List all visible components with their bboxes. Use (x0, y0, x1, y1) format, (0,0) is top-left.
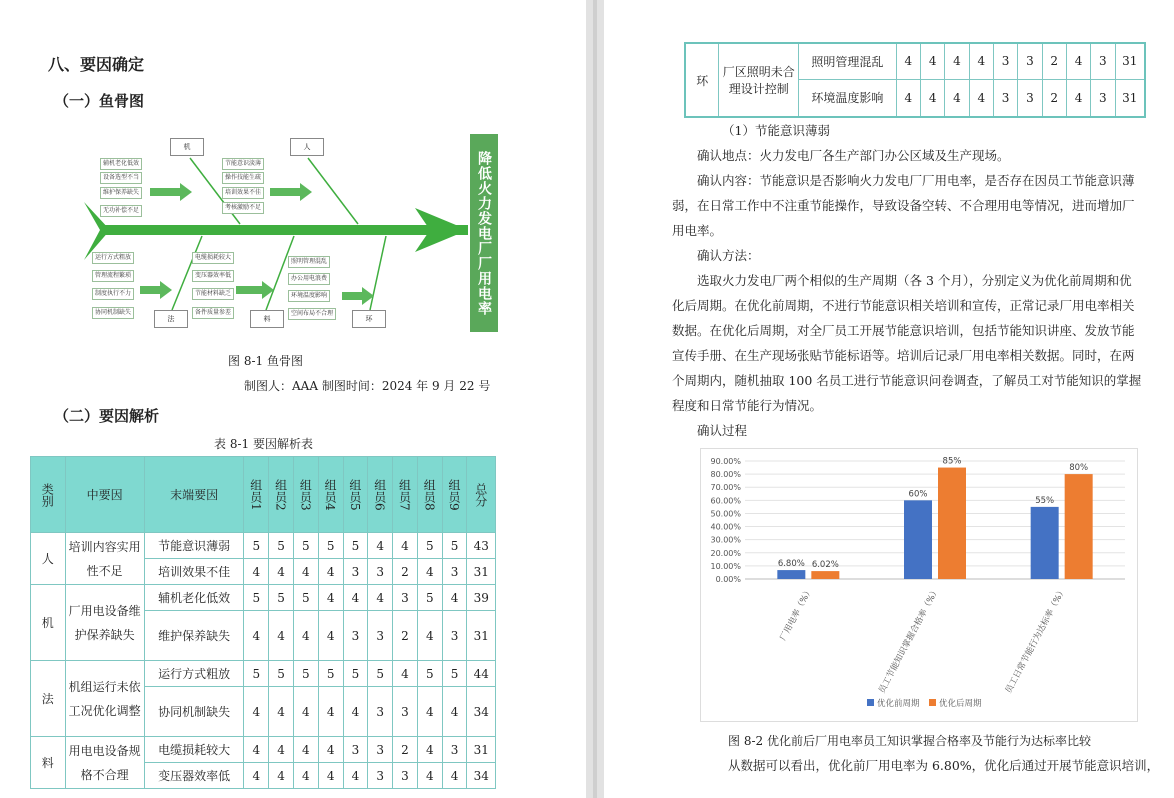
cell-score: 4 (417, 687, 442, 737)
cell-total: 43 (467, 533, 496, 559)
cell-score: 4 (318, 559, 343, 585)
legend-label: 优化前周期 (877, 699, 920, 709)
cell-score: 2 (393, 737, 418, 763)
cell-score: 4 (244, 737, 269, 763)
cell-score: 4 (293, 737, 318, 763)
table-row (31, 533, 496, 559)
cell-score: 4 (269, 763, 294, 789)
cell-end-cause: 环境温度影响 (799, 79, 897, 117)
cell-score: 3 (442, 737, 467, 763)
cell-score: 5 (368, 661, 393, 687)
y-tick-label: 90.00% (710, 457, 741, 466)
figure-caption: 图 8-1 鱼骨图 (228, 354, 303, 368)
header-member: 组员3 (293, 457, 318, 533)
cell-end-cause: 辅机老化低效 (144, 585, 244, 611)
cell-score: 4 (318, 611, 343, 661)
body-text (672, 118, 1144, 443)
cell-score: 5 (318, 661, 343, 687)
figure-caption-2: 图 8-2 优化前后厂用电率员工知识掌握合格率及节能行为达标率比较 (728, 734, 1091, 748)
legend-label: 优化后周期 (939, 699, 982, 709)
table-row (685, 43, 1145, 79)
cell-score: 4 (318, 763, 343, 789)
data-label: 85% (942, 456, 962, 467)
chart-svg (701, 449, 1137, 721)
header-member: 组员6 (368, 457, 393, 533)
cell-total: 31 (467, 559, 496, 585)
bar-before (904, 500, 932, 579)
cell-total: 31 (1115, 79, 1145, 117)
y-tick-label: 40.00% (710, 522, 741, 532)
cell-score: 2 (1042, 79, 1066, 117)
cell-mid-cause: 机组运行未依工况优化调整 (65, 661, 144, 737)
cell-score: 4 (293, 687, 318, 737)
cell-score: 4 (293, 559, 318, 585)
fishbone-lines (80, 132, 500, 332)
fishbone-cause: 节能材料缺乏 (192, 288, 234, 300)
data-label: 80% (1069, 463, 1089, 474)
header-end-cause: 末端要因 (144, 457, 244, 533)
paragraph-content: 确认内容：节能意识是否影响火力发电厂厂用电率，是否存在因员工节能意识薄弱，在日常工作中不注重节能操作，导致设备空转、不合理用电等情况，进而增加厂用电率。 (672, 173, 1135, 238)
table-row (31, 661, 496, 687)
cell-score: 5 (343, 533, 368, 559)
cell-score: 5 (244, 661, 269, 687)
header-member: 组员5 (343, 457, 368, 533)
header-category: 类别 (31, 457, 66, 533)
data-label: 55% (1035, 495, 1055, 506)
cell-score: 3 (1091, 43, 1115, 79)
cell-category: 环 (685, 43, 719, 117)
header-member: 组员7 (393, 457, 418, 533)
cell-score: 4 (244, 687, 269, 737)
fishbone-cause: 节能意识淡薄 (222, 158, 264, 170)
fishbone-cause: 协同机制缺失 (92, 307, 134, 319)
cell-category: 料 (31, 737, 66, 789)
cell-score: 4 (269, 687, 294, 737)
cell-score: 3 (993, 43, 1017, 79)
paragraph-method-title: 确认方法： (697, 248, 760, 263)
table-row (31, 585, 496, 611)
cell-score: 3 (442, 611, 467, 661)
fishbone-cause: 考核激励不足 (222, 202, 264, 214)
cell-category: 人 (31, 533, 66, 585)
header-member: 组员8 (417, 457, 442, 533)
fishbone-cause: 无功补偿不足 (100, 205, 142, 217)
scrollbar-track[interactable] (593, 0, 597, 798)
cell-score: 4 (269, 611, 294, 661)
cell-score: 4 (896, 43, 920, 79)
cell-score: 2 (393, 559, 418, 585)
cell-total: 31 (467, 611, 496, 661)
header-total: 总分 (467, 457, 496, 533)
y-tick-label: 70.00% (710, 483, 741, 493)
factor-analysis-table (30, 456, 496, 789)
cell-score: 3 (993, 79, 1017, 117)
cell-score: 4 (318, 585, 343, 611)
header-member: 组员9 (442, 457, 467, 533)
cell-score: 4 (269, 559, 294, 585)
cell-score: 5 (269, 585, 294, 611)
bar-after (811, 571, 839, 579)
paragraph-method: 选取火力发电厂两个相似的生产周期（各 3 个月），分别定义为优化前周期和优化后周期。在优化前周期，不进行节能意识相关培训和宣传，正常记录厂用电率相关数据。在优化后周期，对全厂员工开展节能意识培训，包括节能知识讲座、发放节能宣传手册、在生产现场张贴节能标语等。培训后记录厂用电率相关数据。同时，在两个周期内，随机抽取 100 名员工进行节能意识问卷调查，了解员工对节能知识的掌握程度和日常节能行为情况。 (672, 273, 1142, 413)
cell-mid-cause: 厂区照明未合理设计控制 (719, 43, 799, 117)
cell-end-cause: 维护保养缺失 (144, 611, 244, 661)
cell-score: 5 (417, 661, 442, 687)
cell-total: 34 (467, 687, 496, 737)
cell-score: 3 (1018, 79, 1042, 117)
cell-score: 4 (969, 79, 993, 117)
cell-score: 5 (269, 661, 294, 687)
x-tick-label: 员工节能知识掌握合格率（%） (877, 585, 942, 696)
cell-score: 3 (343, 737, 368, 763)
cell-score: 4 (343, 763, 368, 789)
cell-score: 4 (969, 43, 993, 79)
cell-score: 4 (368, 585, 393, 611)
cell-mid-cause: 用电电设备规格不合理 (65, 737, 144, 789)
legend-swatch (867, 699, 874, 706)
cell-score: 4 (945, 43, 969, 79)
x-tick-label: 员工日常节能行为达标率（%） (1003, 585, 1069, 696)
fishbone-cause: 运行方式粗放 (92, 252, 134, 264)
cell-score: 4 (945, 79, 969, 117)
fishbone-cause: 环境温度影响 (288, 290, 330, 302)
cell-score: 4 (368, 533, 393, 559)
fishbone-cause: 备件质量参差 (192, 307, 234, 319)
data-label: 6.80% (777, 559, 805, 570)
cell-score: 4 (442, 687, 467, 737)
cell-mid-cause: 培训内容实用性不足 (65, 533, 144, 585)
cell-score: 3 (368, 559, 393, 585)
legend-swatch (929, 699, 936, 706)
cell-end-cause: 节能意识薄弱 (144, 533, 244, 559)
cell-score: 5 (343, 661, 368, 687)
cell-score: 4 (921, 79, 945, 117)
cell-score: 5 (318, 533, 343, 559)
table-caption: 表 8-1 要因解析表 (214, 437, 313, 451)
cell-score: 4 (417, 737, 442, 763)
y-tick-label: 60.00% (710, 496, 741, 506)
data-label: 60% (908, 489, 928, 500)
cell-score: 4 (1066, 43, 1090, 79)
fishbone-cause: 辅机老化低效 (100, 158, 142, 170)
fishbone-diagram (80, 132, 500, 332)
fishbone-cause: 照明管理混乱 (288, 256, 330, 268)
cell-score: 3 (343, 559, 368, 585)
fishbone-cause: 电缆损耗较大 (192, 252, 234, 264)
bar-after (1065, 474, 1093, 579)
cell-total: 39 (467, 585, 496, 611)
cell-score: 5 (293, 661, 318, 687)
cell-score: 2 (393, 611, 418, 661)
fishbone-cause: 空间布局不合理 (288, 308, 336, 320)
subsection-analysis: （二）要因解析 (54, 407, 160, 425)
cell-score: 4 (417, 611, 442, 661)
fishbone-category-people: 人 (290, 138, 324, 156)
section-title: 八、要因确定 (48, 55, 145, 74)
cell-total: 44 (467, 661, 496, 687)
cell-score: 3 (442, 559, 467, 585)
table-row (31, 737, 496, 763)
header-member: 组员4 (318, 457, 343, 533)
header-member: 组员1 (244, 457, 269, 533)
cell-score: 5 (442, 661, 467, 687)
bar-chart (700, 448, 1138, 722)
cell-score: 3 (343, 611, 368, 661)
cell-score: 4 (318, 737, 343, 763)
cell-end-cause: 协同机制缺失 (144, 687, 244, 737)
cell-score: 3 (368, 687, 393, 737)
fishbone-category-material: 料 (250, 310, 284, 328)
y-tick-label: 10.00% (710, 561, 741, 571)
cell-score: 4 (921, 43, 945, 79)
cell-end-cause: 电缆损耗较大 (144, 737, 244, 763)
y-tick-label: 80.00% (710, 470, 741, 480)
cell-score: 5 (293, 533, 318, 559)
cell-score: 5 (244, 533, 269, 559)
cell-score: 3 (368, 611, 393, 661)
cell-score: 5 (244, 585, 269, 611)
cell-score: 4 (343, 687, 368, 737)
y-tick-label: 20.00% (710, 548, 741, 558)
fishbone-cause: 培训效果不佳 (222, 187, 264, 199)
cell-score: 5 (417, 533, 442, 559)
cell-score: 3 (393, 687, 418, 737)
paragraph-location: 确认地点：火力发电厂各生产部门办公区域及生产现场。 (697, 148, 1010, 163)
cell-score: 4 (442, 585, 467, 611)
header-member: 组员2 (269, 457, 294, 533)
y-tick-label: 30.00% (710, 535, 741, 545)
cell-score: 4 (393, 661, 418, 687)
cell-score: 4 (896, 79, 920, 117)
cell-score: 3 (393, 763, 418, 789)
table-header-row (31, 457, 496, 533)
cell-score: 4 (393, 533, 418, 559)
cell-total: 34 (467, 763, 496, 789)
bar-before (1031, 507, 1059, 579)
cell-score: 5 (442, 533, 467, 559)
cell-score: 4 (244, 611, 269, 661)
cell-score: 3 (368, 737, 393, 763)
y-tick-label: 50.00% (710, 509, 741, 519)
y-tick-label: 0.00% (715, 575, 741, 584)
fishbone-cause: 操作技能生疏 (222, 172, 264, 184)
fishbone-category-method: 法 (154, 310, 188, 328)
fishbone-cause: 制度执行不力 (92, 288, 134, 300)
bar-after (938, 468, 966, 579)
cell-score: 4 (293, 763, 318, 789)
cell-score: 3 (1018, 43, 1042, 79)
cell-score: 3 (368, 763, 393, 789)
cell-total: 31 (1115, 43, 1145, 79)
cell-score: 3 (393, 585, 418, 611)
cell-total: 31 (467, 737, 496, 763)
figure-maker: 制图人：AAA 制图时间：2024 年 9 月 22 号 (244, 379, 491, 393)
paragraph-process: 确认过程 (697, 423, 748, 438)
cell-end-cause: 培训效果不佳 (144, 559, 244, 585)
fishbone-cause: 办公用电浪费 (288, 273, 330, 285)
paragraph-title: （1）节能意识薄弱 (722, 123, 830, 138)
cell-score: 5 (417, 585, 442, 611)
page-gutter (586, 0, 604, 798)
cell-score: 4 (318, 687, 343, 737)
cell-score: 3 (1091, 79, 1115, 117)
cell-score: 4 (244, 763, 269, 789)
fishbone-cause: 设备选型不当 (100, 172, 142, 184)
cell-score: 4 (269, 737, 294, 763)
cell-mid-cause: 厂用电设备维护保养缺失 (65, 585, 144, 661)
cell-category: 机 (31, 585, 66, 661)
cell-end-cause: 照明管理混乱 (799, 43, 897, 79)
data-label: 6.02% (811, 560, 839, 571)
cell-score: 4 (343, 585, 368, 611)
fishbone-cause: 维护保养缺失 (100, 187, 142, 199)
fishbone-category-environment: 环 (352, 310, 386, 328)
fishbone-cause: 管理流程繁琐 (92, 270, 134, 282)
cell-score: 5 (269, 533, 294, 559)
header-mid-cause: 中要因 (65, 457, 144, 533)
fishbone-head: 降低火力发电厂厂用电率 (470, 134, 498, 332)
fishbone-category-machine: 机 (170, 138, 204, 156)
left-page (0, 0, 586, 798)
fishbone-cause: 变压器效率低 (192, 270, 234, 282)
cell-score: 4 (1066, 79, 1090, 117)
cell-end-cause: 变压器效率低 (144, 763, 244, 789)
cell-end-cause: 运行方式粗放 (144, 661, 244, 687)
cell-score: 4 (293, 611, 318, 661)
factor-analysis-table-continued (684, 42, 1146, 118)
subsection-fishbone: （一）鱼骨图 (54, 92, 145, 110)
cell-category: 法 (31, 661, 66, 737)
cell-score: 4 (417, 763, 442, 789)
cell-score: 4 (417, 559, 442, 585)
x-tick-label: 厂用电率（%） (778, 585, 815, 643)
cell-score: 4 (442, 763, 467, 789)
cell-score: 5 (293, 585, 318, 611)
paragraph-last: 从数据可以看出，优化前厂用电率为 6.80%，优化后通过开展节能意识培训， (728, 758, 1160, 773)
cell-score: 4 (244, 559, 269, 585)
bar-before (777, 570, 805, 579)
cell-score: 2 (1042, 43, 1066, 79)
